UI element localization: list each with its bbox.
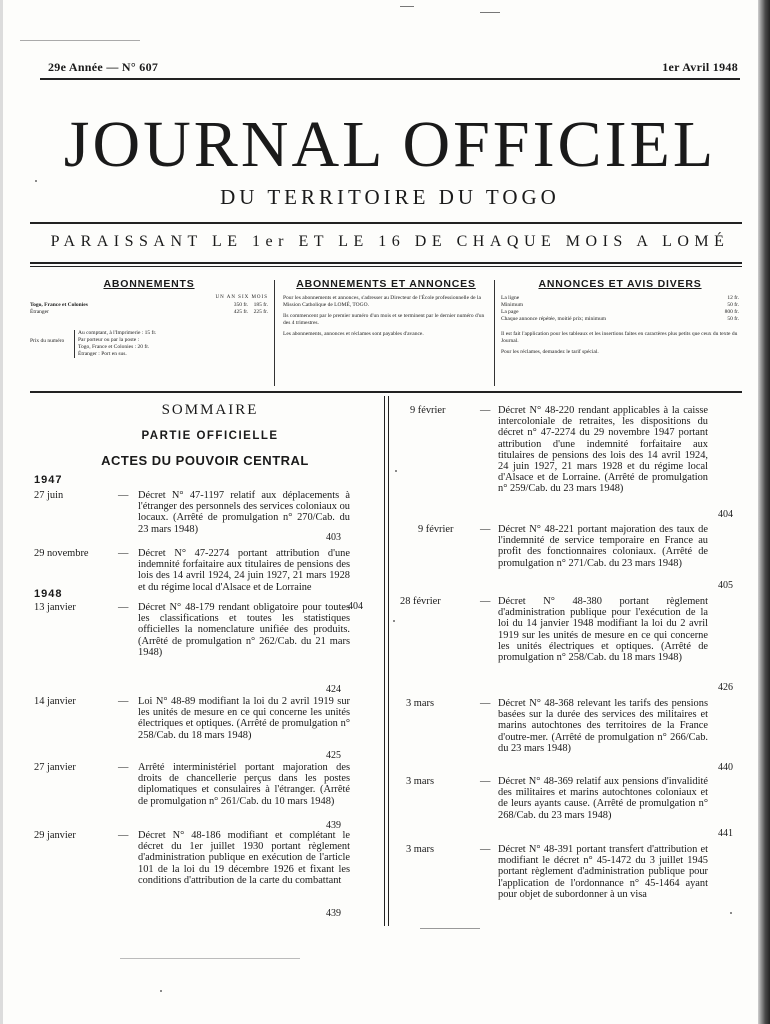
masthead-rule — [30, 222, 742, 224]
sommaire-entry: 3 mars — Décret N° 48-391 portant transfert d'attribution et modifiant le décret n° 45-1472 du 3 juillet 1945 portant règlement d'administration publique pour l'application de l'ordonnance n° 45-1464 ayant pour objet de subordonner à un visa — [406, 844, 708, 900]
scan-left-edge — [0, 0, 3, 1024]
scan-speck — [393, 620, 395, 622]
scan-noise — [420, 928, 480, 929]
sommaire-entry: 28 février — Décret N° 48-380 portant règlement d'administration publique pour l'exécution de la loi du 14 janvier 1948 modifiant la loi du 2 avril 1919 sur les unités de mesure en ce qui concerne les unités électriques et optiques. (Arrêté de promulgation n° 258/Cab. du 18 mars 1948) 426 — [400, 596, 733, 693]
box-separator — [274, 280, 275, 386]
abonnements-col-headers: UN AN SIX MOIS — [215, 295, 268, 300]
box-separator — [494, 280, 495, 386]
scan-noise — [480, 12, 500, 13]
abonnements-box — [30, 278, 268, 388]
boxes-bottom-rule — [30, 391, 742, 393]
sommaire-entry: 27 juin — Décret N° 47-1197 relatif aux déplacements à l'étranger des personnels des services coloniaux ou locaux. (Arrêté de promulgation n° 270/Cab. du 23 mars 1948) 403 — [34, 490, 350, 543]
column-separator — [388, 396, 389, 926]
sommaire-entry: 3 mars — Décret N° 48-369 relatif aux pensions d'invalidité des militaires et marins autochtones coloniaux et de leurs ayants cause. (Arrêté de promulgation n° 268/Cab. du 23 mars 1948) 441 — [406, 776, 733, 839]
scan-right-edge — [758, 0, 770, 1024]
scan-speck — [160, 990, 162, 992]
journal-subtitle: DU TERRITOIRE DU TOGO — [220, 185, 560, 209]
journal-title: JOURNAL OFFICIEL — [63, 108, 717, 181]
sommaire-entry: 9 février — Décret N° 48-221 portant majoration des taux de l'indemnité de service temporaire en France au profit des fonctionnaires coloniaux. (Arrêté de promulgation n° 271/Cab. du 23 mars 1948) 405 — [418, 524, 733, 591]
sommaire-title: SOMMAIRE — [161, 402, 259, 418]
abonnements-row: Togo, France et Colonies 350 fr. 185 fr. — [30, 302, 268, 308]
scan-noise — [20, 40, 140, 41]
annonces-avis-box: ANNONCES ET AVIS DIVERS La ligne 12 fr. Minimum 50 fr. La page 800 fr. Chaque annonce répétée, moitié prix; minimum 50 fr. Il est fait l'application pour les tableaux et les insertions faites en caractères plus petits que ceux du texte du Journal. Pour les réclames, demandez le tarif spécial. — [501, 278, 739, 355]
header-rule — [40, 78, 740, 80]
partie-officielle: PARTIE OFFICIELLE — [141, 430, 279, 442]
year-1947: 1947 — [34, 474, 63, 486]
parution-rule-thin — [30, 266, 742, 267]
abonnements-annonces-title: ABONNEMENTS ET ANNONCES — [296, 278, 476, 290]
sommaire-entry: 3 mars — Décret N° 48-368 relevant les tarifs des pensions basées sur la durée des services des militaires et marins autochtones des territoires de la France d'outre-mer. (Arrêté de promulgation n° 266/Cab. du 23 mars 1948) 440 — [406, 698, 733, 773]
sommaire-entry: 9 février — Décret N° 48-220 rendant applicables à la caisse intercoloniale de retraites, les dispositions du décret n° 47-2274 du 29 novembre 1947 portant attribution d'une indemnité forfaitaire aux titulaires de pensions des lois des 14 avril 1924, 24 juin 1927, 21 mars 1928 et du régime local d'Alsace et de Lorraine. (Arrêté de promulgation n° 259/Cab. du 23 mars 1948) 404 — [410, 405, 733, 520]
sommaire-entry: 27 janvier — Arrêté interministériel portant majoration des droits de chancellerie perçus dans les postes diplomatiques et consulaires à l'étranger. (Arrêté de promulgation n° 261/Cab. du 10 mars 1948) 439 — [34, 762, 350, 831]
abonnements-title: ABONNEMENTS — [103, 278, 195, 290]
issue-header — [48, 60, 738, 74]
prix-numero: Prix du numéro Au comptant, à l'Imprimerie : 15 fr. Par porteur ou par la poste : Togo, France et Colonies : 20 fr. Étranger : Port en sus. — [30, 330, 157, 357]
sommaire-entry: 29 novembre — Décret N° 47-2274 portant attribution d'une indemnité forfaitaire aux titulaires de pensions des lois des 14 avril 1924, 24 juin 1927, 21 mars 1928 et du régime local d'Alsace et de Lorraine 404 — [34, 548, 363, 612]
sommaire-entry: 13 janvier — Décret N° 48-179 rendant obligatoire pour toutes les classifications et toutes les statistiques officielles la nomenclature unifiée des produits. (Arrêté de promulgation n° 262/Cab. du 21 mars 1948) 424 — [34, 602, 350, 695]
scan-noise — [400, 6, 414, 7]
scan-speck — [35, 180, 37, 182]
sommaire-entry: 29 janvier — Décret N° 48-186 modifiant et complétant le décret du 1er juillet 1930 portant règlement d'administration publique en exécution de l'article 101 de la loi du 19 décembre 1926 et fixant les conditions d'attribution de la carte du combattant 439 — [34, 830, 350, 919]
scan-speck — [395, 470, 397, 472]
parution-rule — [30, 262, 742, 264]
actes-heading: ACTES DU POUVOIR CENTRAL — [101, 453, 309, 468]
annonces-avis-title: ANNONCES ET AVIS DIVERS — [538, 278, 702, 290]
abonnements-row: Étranger 425 fr. 225 fr. — [30, 309, 268, 315]
scan-noise — [120, 958, 300, 959]
year-1948: 1948 — [34, 588, 63, 600]
issue-date: 1er Avril 1948 — [662, 60, 738, 74]
issue-number: 29e Année — N° 607 — [48, 60, 159, 74]
parution-line: PARAISSANT LE 1er ET LE 16 DE CHAQUE MOIS A LOMÉ — [50, 233, 730, 250]
sommaire-entry: 14 janvier — Loi N° 48-89 modifiant la loi du 2 avril 1919 sur les unités de mesure en ce qui concerne les unités électriques et optiques. (Arrêté de promulgation n° 258/Cab. du 18 mars 1948) 425 — [34, 696, 350, 761]
abonnements-annonces-box: ABONNEMENTS ET ANNONCES Pour les abonnements et annonces, s'adresser au Directeur de l'École professionnelle de la Mission Catholique de LOMÉ, TOGO. Ils commencent par le premier numéro d'un mois et se terminent par le dernier numéro d'un des 4 trimestres. Les abonnements, annonces et réclames sont payables d'avance. — [283, 278, 489, 388]
column-separator — [384, 396, 385, 926]
